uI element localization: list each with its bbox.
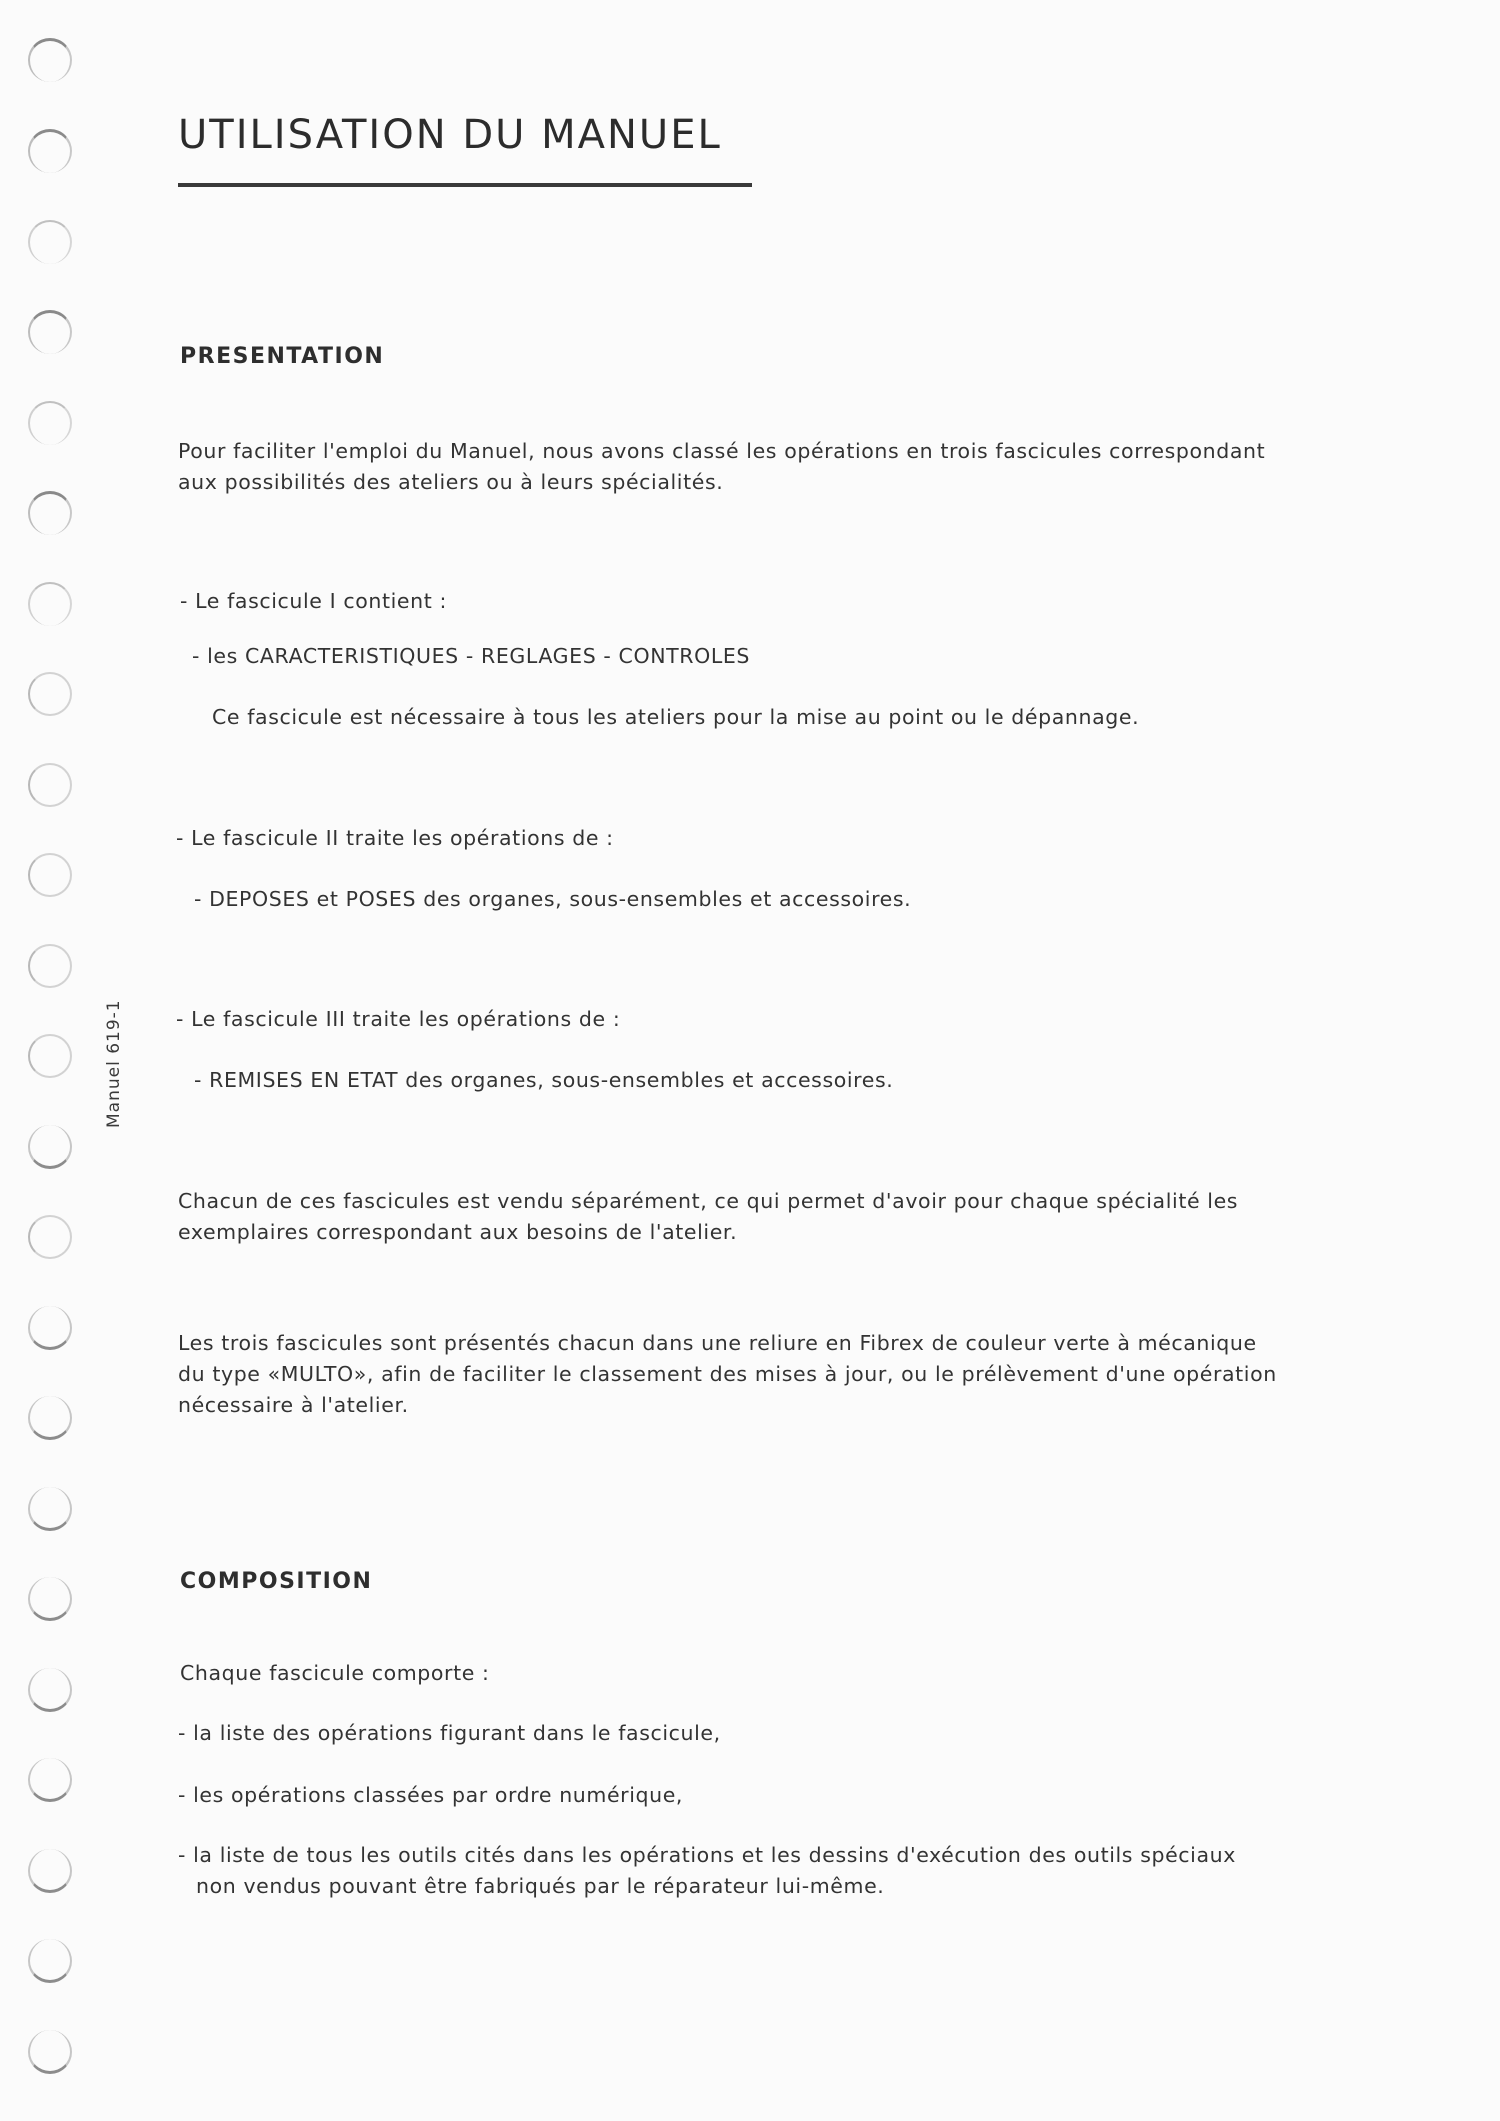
binder-hole <box>28 1939 72 1983</box>
binder-hole <box>28 944 72 988</box>
binder-holes <box>28 38 84 2078</box>
binder-hole <box>28 401 72 445</box>
binder-hole <box>28 672 72 716</box>
composition-intro: Chaque fascicule comporte : <box>180 1661 490 1685</box>
binder-hole <box>28 1849 72 1893</box>
binder-hole <box>28 1125 72 1169</box>
composition-heading: COMPOSITION <box>180 1569 373 1594</box>
binder-hole <box>28 1215 72 1259</box>
composition-item: - la liste des opérations figurant dans le fascicule, <box>178 1721 721 1745</box>
binder-hole <box>28 1396 72 1440</box>
title-underline <box>178 183 752 187</box>
composition-item: - les opérations classées par ordre numérique, <box>178 1783 684 1807</box>
binder-hole <box>28 1034 72 1078</box>
page-title: UTILISATION DU MANUEL <box>178 112 722 158</box>
binder-hole <box>28 853 72 897</box>
fascicule-2-item: - DEPOSES et POSES des organes, sous-ensembles et accessoires. <box>194 887 912 911</box>
binder-hole <box>28 129 72 173</box>
presentation-intro-line: Pour faciliter l'emploi du Manuel, nous avons classé les opérations en trois fascicules correspondant <box>178 439 1266 463</box>
composition-item-continuation: non vendus pouvant être fabriqués par le réparateur lui-même. <box>196 1874 885 1898</box>
binding-paragraph-line: Les trois fascicules sont présentés chacun dans une reliure en Fibrex de couleur verte à mécanique <box>178 1331 1257 1355</box>
binder-hole <box>28 38 72 82</box>
binder-hole <box>28 491 72 535</box>
binder-hole <box>28 310 72 354</box>
fascicule-1-item: - les CARACTERISTIQUES - REGLAGES - CONTROLES <box>192 644 751 668</box>
composition-item: - la liste de tous les outils cités dans les opérations et les dessins d'exécution des outils spéciaux <box>178 1843 1236 1867</box>
binder-hole <box>28 1668 72 1712</box>
fascicule-3-item: - REMISES EN ETAT des organes, sous-ensembles et accessoires. <box>194 1068 894 1092</box>
presentation-intro-line: aux possibilités des ateliers ou à leurs spécialités. <box>178 470 724 494</box>
binding-paragraph-line: nécessaire à l'atelier. <box>178 1393 409 1417</box>
manual-reference: Manuel 619-1 <box>104 999 124 1128</box>
binder-hole <box>28 1487 72 1531</box>
binder-hole <box>28 220 72 264</box>
fascicule-1-title: - Le fascicule I contient : <box>180 589 447 613</box>
binder-hole <box>28 582 72 626</box>
fascicule-1-note: Ce fascicule est nécessaire à tous les ateliers pour la mise au point ou le dépannage. <box>212 705 1140 729</box>
binder-hole <box>28 1306 72 1350</box>
binding-paragraph-line: du type «MULTO», afin de faciliter le classement des mises à jour, ou le prélèvement d'une opération <box>178 1362 1277 1386</box>
binder-hole <box>28 1758 72 1802</box>
binder-hole <box>28 763 72 807</box>
binder-hole <box>28 1577 72 1621</box>
presentation-heading: PRESENTATION <box>180 344 385 369</box>
fascicule-3-title: - Le fascicule III traite les opérations de : <box>176 1007 621 1031</box>
sales-paragraph-line: Chacun de ces fascicules est vendu séparément, ce qui permet d'avoir pour chaque spécialité les <box>178 1189 1239 1213</box>
sales-paragraph-line: exemplaires correspondant aux besoins de l'atelier. <box>178 1220 738 1244</box>
fascicule-2-title: - Le fascicule II traite les opérations de : <box>176 826 614 850</box>
binder-hole <box>28 2030 72 2074</box>
